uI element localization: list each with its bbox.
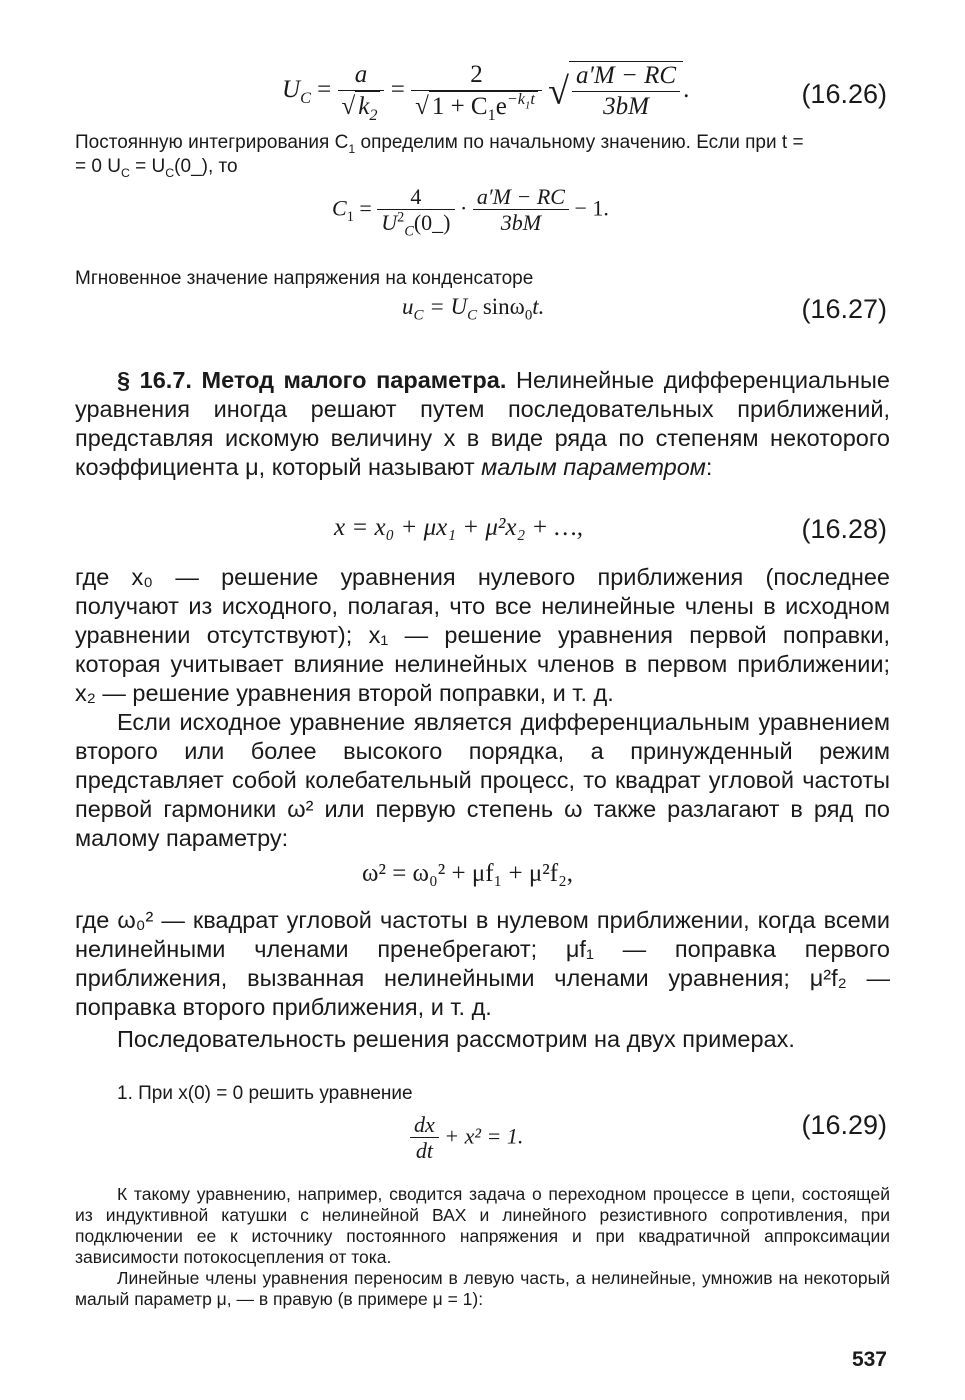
fraction-2-over-root: $\frac{2}{√ 1 + C_1e^{-k_1t}}$ (411, 61, 542, 122)
paragraph-angular-frequency: Если исходное уравнение является дифференциальным уравнением второго или более высокого порядка, а принужденный режим представляет собой колебательный процесс, то квадрат угловой частоты первой гармоники ω² или первую степень ω также разлагают в ряд по малому параметру: (75, 709, 890, 851)
equation-number-16-28: (16.28) (801, 514, 887, 544)
c1-fraction-2 (473, 184, 569, 237)
sqrt-num: a′M − RC (572, 62, 680, 92)
exp-sup-sub: 1 (525, 100, 531, 112)
page-number: 537 (851, 1348, 887, 1371)
c1-frac1-den-rest: (0_) (413, 210, 451, 236)
eq29-rest: + x² = 1. (444, 1123, 524, 1149)
c1-frac1-den-sub: C (404, 223, 414, 240)
sqrt-den: 3bM (603, 92, 649, 120)
eq29-den: dt (415, 1138, 433, 1164)
equation-number-16-29: (16.29) (801, 1110, 887, 1140)
c1-frac2-den: 3bM (500, 210, 542, 236)
const-line2: = 0 U (75, 156, 121, 177)
const-line2-sub2: C (165, 165, 175, 180)
eq-lhs-sub: C (300, 89, 311, 108)
c1-fraction-1 (377, 184, 454, 240)
c1-frac1-den: U (381, 210, 398, 236)
const-line2-sub: C (120, 165, 130, 180)
equation-16-28-body: x = x₀ + μx₁ + μ²x₂ + …, (334, 514, 584, 541)
c1-frac1-den-sup: 2 (397, 209, 405, 226)
example-1-statement: 1. При x(0) = 0 решить уравнение (117, 1083, 413, 1104)
equation-16-26 (0, 55, 965, 124)
equation-number-16-26: (16.26) (801, 79, 887, 109)
section-16-7-paragraph (75, 366, 890, 482)
paragraph-approximations: где x₀ — решение уравнения нулевого приближения (последнее получают из исходного, полагая, что все нелинейные члены в исходном уравнении отсутствуют); x₁ — решение уравнения первой поправки, которая учитывает влияние нелинейных членов в первом приближении; x₂ — решение уравнения второй поправки, и т. д. (75, 564, 890, 706)
eq27-lhs-sub: C (413, 307, 424, 324)
eq27-rhs-end: t. (532, 294, 545, 319)
frac-den-2-exp: e (495, 92, 507, 120)
equation-number-16-27: (16.27) (801, 294, 887, 324)
fine-print-linear-terms: Линейные члены уравнения переносим в левую часть, а нелинейные, умножив на некоторый малый параметр μ, — в правую (в примере μ = 1): (75, 1268, 890, 1309)
frac-den-sub: 2 (369, 105, 378, 124)
equation-16-27-body (402, 294, 545, 324)
equation-16-26-body: $U_C$ = $\frac{a}{√ k_2}$ = $\frac{2}{√ 1 + C_1e^{-k_1t}}$ √ $\frac{a'M - RC}{3bM}$ . (282, 61, 690, 124)
eq27-rhs: = U (423, 294, 468, 319)
text-instant-voltage: Мгновенное значение напряжения на конденсаторе (75, 268, 534, 289)
frac-den-2-sub: 1 (487, 105, 496, 124)
c1-lhs-sub: 1 (346, 208, 354, 225)
frac-num: a (338, 61, 385, 91)
c1-lhs: C (332, 195, 347, 221)
eq27-lhs: u (402, 294, 414, 319)
frac-den-2: 1 + C (431, 92, 488, 120)
equation-16-28 (0, 508, 965, 568)
const-line1-sub: 1 (348, 141, 356, 156)
const-line1-rest: определим по начальному значению. Если при t = (355, 132, 804, 153)
c1-frac1-num: 4 (377, 184, 454, 210)
section-p1-emphasis: малым параметром (481, 454, 706, 480)
equation-c1: $C_1$ = $\frac{4}{U^2_C(0\_)}$ · $\frac{a'M - RC}{3bM}$ − 1. (332, 184, 609, 240)
exp-sup: −k (506, 90, 526, 109)
equation-16-29 (0, 1110, 965, 1170)
const-line1: Постоянную интегрирования C (75, 132, 349, 153)
text-integration-constant (75, 131, 890, 179)
equation-16-29-body (410, 1112, 523, 1165)
eq27-rhs-sub: C (467, 307, 478, 324)
fine-print-circuit-example: К такому уравнению, например, сводится задача о переходном процессе в цепи, состоящей из индуктивной катушки с нелинейной ВАХ и линейного резистивного сопротивления, при подключении ее к источнику постоянного напряжения и при квадратичной аппроксимации зависимости потокосцепления от тока. (75, 1184, 890, 1267)
equation-omega-expansion: ω² = ω₀² + μf₁ + μ²f₂, (362, 860, 574, 887)
paragraph-omega-definitions: где ω₀² — квадрат угловой частоты в нулевом приближении, когда всеми нелинейными членами пренебрегают; μf₁ — поправка первого приближения, вызванная нелинейными членами уравнения; μ²f₂ — поправка второго приближения, и т. д. (75, 907, 890, 1020)
eq27-rhs-sub2: 0 (524, 307, 533, 324)
const-line2-end: (0_), то (174, 156, 238, 177)
eq-lhs: U (282, 76, 301, 104)
section-title: § 16.7. Метод малого параметра. (117, 367, 507, 393)
frac-num-2: 2 (411, 61, 542, 91)
eq27-rhs-rest: sinω (477, 294, 525, 319)
paragraph-two-examples: Последовательность решения рассмотрим на двух примерах. (117, 1026, 795, 1052)
exp-sup-t: t (530, 90, 535, 109)
equation-16-27 (0, 290, 965, 350)
c1-frac2-num: a′M − RC (473, 184, 569, 210)
section-p1-text: Нелинейные дифференциальные уравнения иногда решают путем последовательных приближений, представляя искомую величину x в виде ряда по степеням некоторого коэффициента μ, который называют (75, 367, 890, 480)
const-line2-rest: = U (129, 156, 166, 177)
fraction-a-over-root-k2: $\frac{a}{√ k_2}$ (338, 61, 385, 122)
c1-tail: − 1. (574, 195, 609, 221)
frac-den-root: k (358, 92, 370, 120)
eq29-num: dx (410, 1112, 439, 1138)
section-p1-end: : (705, 454, 713, 480)
